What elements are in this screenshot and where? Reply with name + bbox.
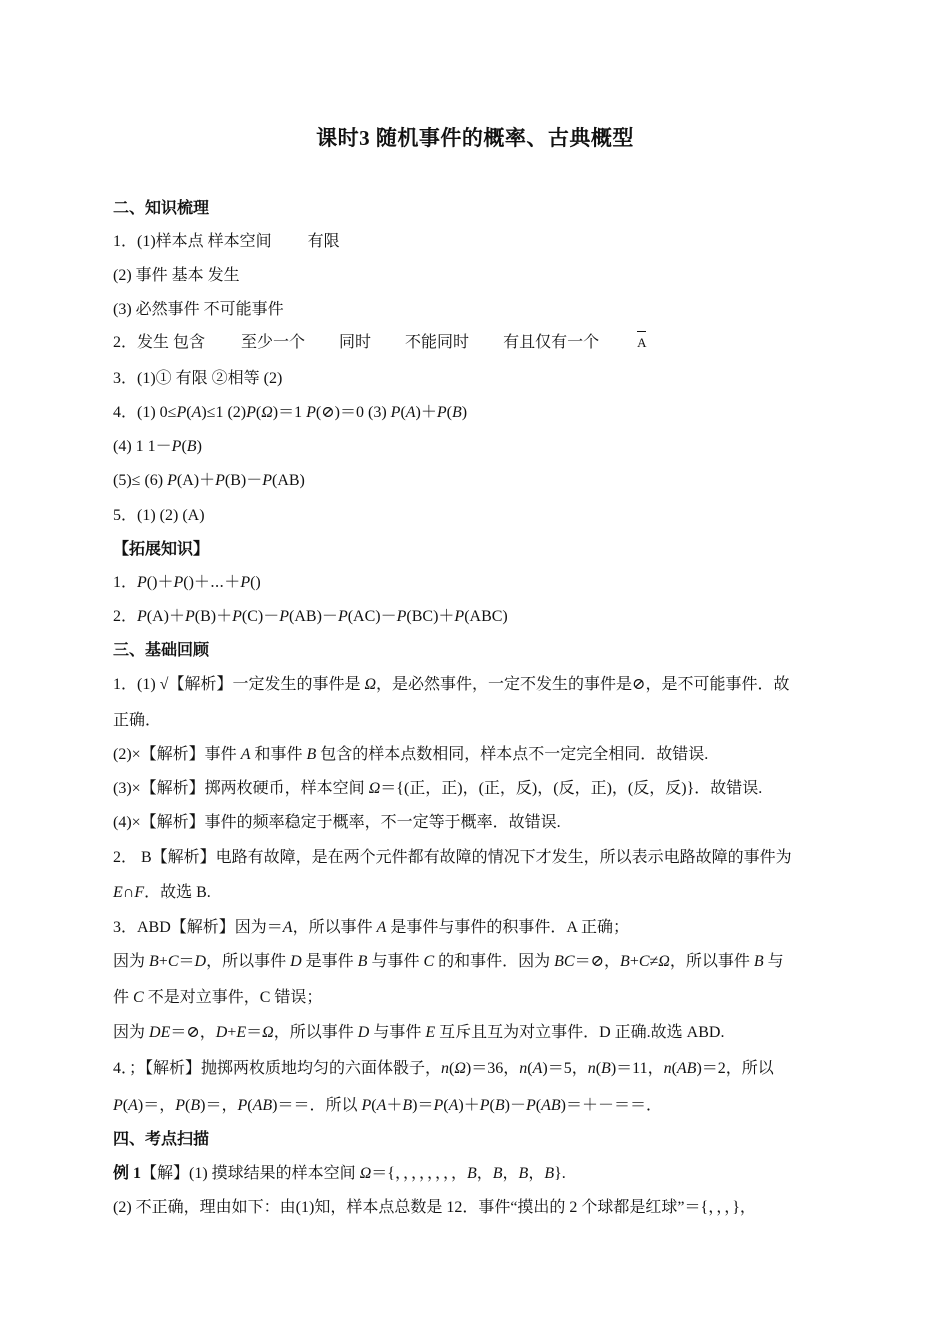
- page-title: 课时3 随机事件的概率、古典概型: [316, 126, 634, 150]
- review-line-1d: (3)×【解析】掷两枚硬币，样本空间 Ω＝{(正，正)，(正，反)，(反，正)，(反，反)}．故错误.: [113, 780, 763, 797]
- knowledge-line-3: 3．(1)① 有限 ②相等 (2): [113, 370, 283, 387]
- review-line-3b: 因为 B+C＝D，所以事件 D 是事件 B 与事件 C 的和事件．因为 BC＝⊘，B+C≠Ω，所以事件 B 与: [113, 953, 784, 970]
- section-heading-review: 三、基础回顾: [113, 642, 210, 659]
- knowledge-line-1-3: (3) 必然事件 不可能事件: [113, 301, 284, 318]
- review-line-4b: P(A)＝，P(B)＝，P(AB)＝＝．所以 P(A＋B)＝P(A)＋P(B)－P(AB)＝＋－＝＝．: [113, 1097, 662, 1114]
- complement-a-symbol: A: [637, 332, 646, 354]
- review-line-3d: 因为 DE＝⊘，D+E＝Ω，所以事件 D 与事件 E 互斥且互为对立事件．D 正确.故选 ABD.: [113, 1024, 725, 1041]
- knowledge-line-5: 5．(1) (2) (A): [113, 507, 205, 524]
- review-line-2b: E∩F．故选 B.: [113, 884, 211, 901]
- extension-line-1: 1．P()＋P()＋⋯＋P(): [113, 574, 261, 591]
- knowledge-line-2: 2．发生 包含 至少一个 同时 不能同时 有且仅有一个 A: [113, 332, 843, 354]
- example-1-line-b: (2) 不正确，理由如下：由(1)知，样本点总数是 12．事件“摸出的 2 个球都是红球”＝{，，，}，: [113, 1199, 756, 1216]
- review-line-1b: 正确．: [113, 712, 162, 729]
- review-line-4a: 4．；【解析】抛掷两枚质地均匀的六面体骰子，n(Ω)＝36，n(A)＝5，n(B)＝11，n(AB)＝2，所以: [113, 1060, 774, 1077]
- review-line-2a: 2． B【解析】电路有故障，是在两个元件都有故障的情况下才发生，所以表示电路故障的事件为: [113, 849, 792, 866]
- section-heading-extension: 【拓展知识】: [113, 541, 210, 558]
- review-line-1c: (2)×【解析】事件 A 和事件 B 包含的样本点数相同，样本点不一定完全相同．故错误.: [113, 746, 709, 763]
- review-line-3c: 件 C 不是对立事件，C 错误；: [113, 989, 323, 1006]
- section-heading-knowledge: 二、知识梳理: [113, 200, 210, 217]
- review-line-3a: 3．ABD【解析】因为＝A，所以事件 A 是事件与事件的积事件．A 正确；: [113, 919, 630, 936]
- example-1-line-a: 例 1【解】(1) 摸球结果的样本空间 Ω＝{，，，，，，，，B，B，B，B}.: [113, 1165, 566, 1182]
- knowledge-line-1-2: (2) 事件 基本 发生: [113, 267, 240, 284]
- knowledge-line-4-5: (5)≤ (6) P(A)＋P(B)－P(AB): [113, 472, 305, 489]
- review-line-1e: (4)×【解析】事件的频率稳定于概率，不一定等于概率．故错误.: [113, 814, 561, 831]
- extension-line-2: 2．P(A)＋P(B)＋P(C)－P(AB)－P(AC)－P(BC)＋P(ABC): [113, 608, 508, 625]
- section-heading-scan: 四、考点扫描: [113, 1131, 210, 1148]
- review-line-1a: 1．(1) √【解析】一定发生的事件是 Ω，是必然事件，一定不发生的事件是⊘，是不可能事件．故: [113, 676, 790, 693]
- knowledge-line-4-1: 4．(1) 0≤P(A)≤1 (2)P(Ω)＝1 P(⊘)＝0 (3) P(A)＋P(B): [113, 404, 468, 421]
- knowledge-line-4-4: (4) 1 1－P(B): [113, 438, 202, 455]
- knowledge-line-1-1: 1．(1)样本点 样本空间 有限: [113, 233, 340, 250]
